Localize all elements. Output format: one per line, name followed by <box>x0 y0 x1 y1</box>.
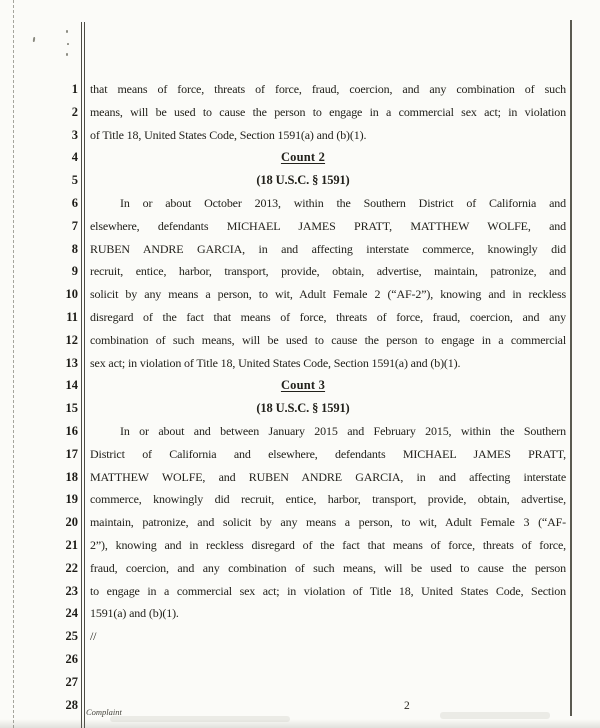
document-line <box>0 101 600 124</box>
line-text: fraud, coercion, and any combination of such means, will be used to cause the person <box>90 560 566 575</box>
document-line <box>0 671 600 694</box>
scan-smudge <box>440 712 550 719</box>
document-line <box>0 352 600 375</box>
line-number: 2 <box>71 104 78 119</box>
line-number: 4 <box>71 150 78 165</box>
line-number: 28 <box>65 697 78 712</box>
document-line <box>0 306 600 329</box>
line-number: 22 <box>65 560 78 575</box>
document-line <box>0 602 600 625</box>
document-line <box>0 146 600 169</box>
line-text: // <box>90 629 97 644</box>
line-number: 7 <box>71 218 78 233</box>
scan-artifact-speck <box>66 30 68 33</box>
document-line <box>0 511 600 534</box>
document-line <box>0 648 600 671</box>
document-line <box>0 625 600 648</box>
line-text: In or about October 2013, within the Southern District of California and <box>120 195 566 210</box>
scan-artifact-speck <box>67 43 69 45</box>
line-text: (18 U.S.C. § 1591) <box>256 401 350 416</box>
line-text: sex act; in violation of Title 18, United States Code, Section 1591(a) and (b)(1). <box>90 355 461 370</box>
line-number: 9 <box>71 264 78 279</box>
document-line <box>0 124 600 147</box>
line-text: means, will be used to cause the person to engage in a commercial sex act; in violation <box>90 104 566 119</box>
line-number: 17 <box>65 446 78 461</box>
line-text: solicit by any means a person, to wit, Adult Female 2 (“AF-2”), knowing and in reckless <box>90 287 566 302</box>
line-number: 27 <box>65 674 78 689</box>
document-line <box>0 420 600 443</box>
line-text: recruit, entice, harbor, transport, provide, obtain, advertise, maintain, patronize, and <box>90 264 566 279</box>
line-number: 15 <box>65 401 78 416</box>
line-text: combination of such means, will be used to cause the person to engage in a commercial <box>90 332 566 347</box>
document-line <box>0 580 600 603</box>
line-number: 18 <box>65 469 78 484</box>
line-text: maintain, patronize, and solicit by any means a person, to wit, Adult Female 3 (“AF- <box>90 515 566 530</box>
document-line <box>0 374 600 397</box>
document-line <box>0 260 600 283</box>
line-number: 19 <box>65 492 78 507</box>
line-number: 6 <box>71 195 78 210</box>
line-number: 5 <box>71 173 78 188</box>
line-text: disregard of the fact that means of force, threats of force, fraud, coercion, and any <box>90 309 566 324</box>
line-number: 11 <box>66 309 78 324</box>
line-text: that means of force, threats of force, fraud, coercion, and any combination of such <box>90 82 566 96</box>
scan-artifact-speck <box>33 37 36 42</box>
line-grid <box>0 78 600 716</box>
document-line <box>0 397 600 420</box>
document-line <box>0 329 600 352</box>
line-text: commerce, knowingly did recruit, entice, harbor, transport, provide, obtain, advertise, <box>90 492 566 507</box>
line-number: 13 <box>65 355 78 370</box>
line-number: 16 <box>65 423 78 438</box>
document-line <box>0 192 600 215</box>
document-line <box>0 488 600 511</box>
line-text: of Title 18, United States Code, Section 1591(a) and (b)(1). <box>90 127 367 142</box>
line-number: 1 <box>71 82 78 96</box>
line-number: 20 <box>65 515 78 530</box>
line-text: (18 U.S.C. § 1591) <box>256 173 350 188</box>
line-number: 23 <box>65 583 78 598</box>
document-line <box>0 466 600 489</box>
line-text: to engage in a commercial sex act; in violation of Title 18, United States Code, Section <box>90 583 566 598</box>
document-line <box>0 215 600 238</box>
line-text: District of California and elsewhere, defendants MICHAEL JAMES PRATT, <box>90 446 566 461</box>
line-number: 14 <box>65 378 78 393</box>
scan-bottom-shadow <box>0 719 600 728</box>
document-line <box>0 78 600 101</box>
line-number: 25 <box>65 629 78 644</box>
line-text: 2”), knowing and in reckless disregard of the fact that means of force, threats of force, <box>90 537 566 552</box>
line-text: 1591(a) and (b)(1). <box>90 606 179 621</box>
page-number: 2 <box>404 700 410 712</box>
line-number: 3 <box>71 127 78 142</box>
line-text <box>90 671 566 694</box>
line-text: elsewhere, defendants MICHAEL JAMES PRATT, MATTHEW WOLFE, and <box>90 218 566 233</box>
line-number: 12 <box>65 332 78 347</box>
line-number: 10 <box>65 287 78 302</box>
line-text: In or about and between January 2015 and February 2015, within the Southern <box>120 423 566 438</box>
line-text: RUBEN ANDRE GARCIA, in and affecting interstate commerce, knowingly did <box>90 241 566 256</box>
line-number: 26 <box>65 651 78 666</box>
footer-document-label: Complaint <box>86 707 122 717</box>
line-text <box>90 648 566 671</box>
line-text: Count 2 <box>280 150 326 165</box>
document-line <box>0 443 600 466</box>
document-line <box>0 283 600 306</box>
document-line <box>0 169 600 192</box>
line-number: 21 <box>65 537 78 552</box>
document-line <box>0 534 600 557</box>
document-line <box>0 238 600 261</box>
line-number: 8 <box>71 241 78 256</box>
line-text: MATTHEW WOLFE, and RUBEN ANDRE GARCIA, in and affecting interstate <box>90 469 566 484</box>
scan-artifact-speck <box>66 53 68 56</box>
line-text: Count 3 <box>280 378 326 393</box>
line-number: 24 <box>65 606 78 621</box>
document-line <box>0 557 600 580</box>
